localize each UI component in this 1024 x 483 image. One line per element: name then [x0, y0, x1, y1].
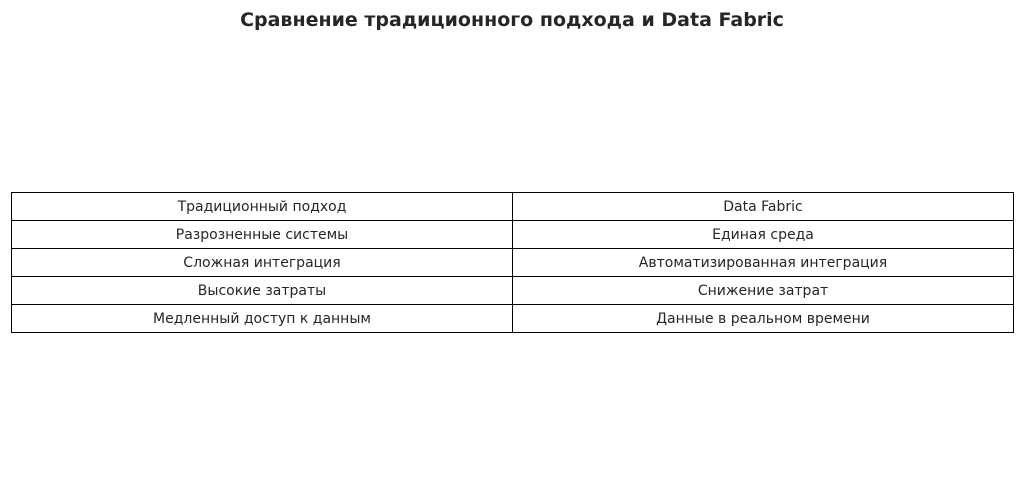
comparison-table: [11, 192, 1014, 333]
table-cell-data-fabric: Единая среда: [513, 221, 1014, 249]
column-header-data-fabric: Data Fabric: [513, 193, 1014, 221]
table-cell-data-fabric: Данные в реальном времени: [513, 305, 1014, 333]
table-row: [12, 305, 1014, 333]
table-row: [12, 249, 1014, 277]
table-header-row: [12, 193, 1014, 221]
table-cell-traditional: Высокие затраты: [12, 277, 513, 305]
column-header-traditional: Традиционный подход: [12, 193, 513, 221]
table-cell-traditional: Разрозненные системы: [12, 221, 513, 249]
table-cell-traditional: Медленный доступ к данным: [12, 305, 513, 333]
table-cell-traditional: Сложная интеграция: [12, 249, 513, 277]
table-row: [12, 277, 1014, 305]
table-cell-data-fabric: Автоматизированная интеграция: [513, 249, 1014, 277]
table-cell-data-fabric: Снижение затрат: [513, 277, 1014, 305]
table-row: [12, 221, 1014, 249]
chart-title: Сравнение традиционного подхода и Data Fabric: [240, 9, 784, 31]
